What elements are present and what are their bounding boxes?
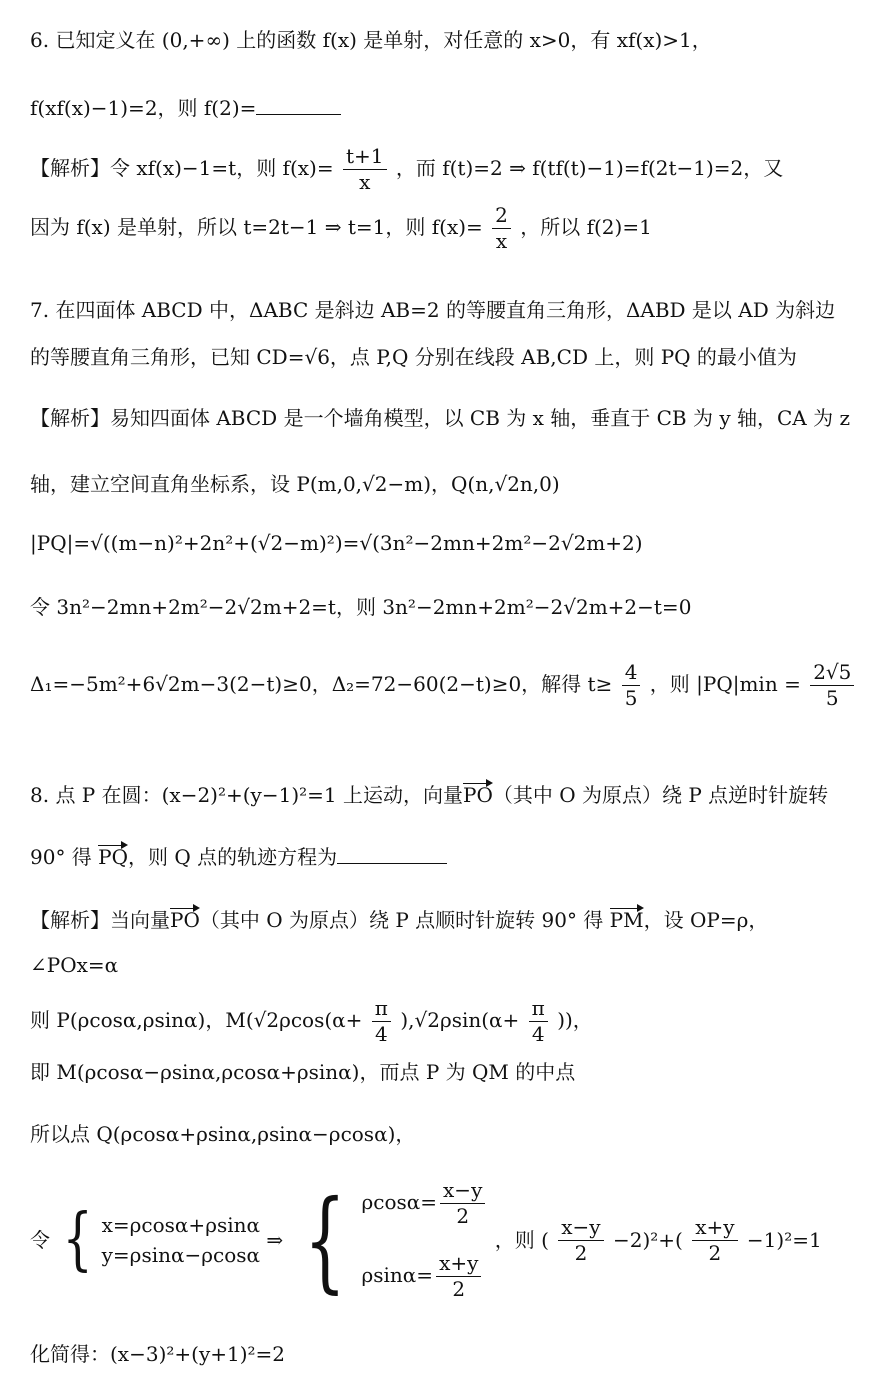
p7-frac2-den: 5: [825, 686, 839, 710]
p8-solution-line1: [30, 910, 768, 930]
p6-solution-text-b: ，而 f(t)=2 ⇒ f(tf(t)−1)=f(2t−1)=2，又: [395, 156, 784, 180]
p7-frac2-num: 2√5: [810, 662, 854, 686]
p8-solution-line5: 所以点 Q(ρcosα+ρsinα,ρsinα−ρcosα)，: [30, 1122, 416, 1146]
p8-solution-line7: 化简得：(x−3)²+(y+1)²=2: [30, 1342, 286, 1366]
p8-answer-blank: [337, 845, 447, 864]
p8-result-frac1: [558, 1214, 603, 1265]
p8-vector-pq: PQ: [98, 845, 129, 869]
p8-result-frac1-den: 2: [574, 1240, 588, 1265]
p8-ling: 令: [30, 1228, 50, 1252]
p8-pi1-den: 4: [375, 1022, 388, 1046]
p8-question-line1: [30, 785, 828, 805]
p8-vector-po: PO: [463, 783, 493, 807]
p7-fraction-2: [810, 662, 854, 709]
p8-system-2-row1-label: ρcosα=: [361, 1190, 438, 1214]
p7-solution-line4: 令 3n²−2mn+2m²−2√2m+2=t，则 3n²−2mn+2m²−2√2m+2−t=0: [30, 595, 692, 619]
p6-question-line2-text: f(xf(x)−1)=2，则 f(2)=: [30, 96, 257, 120]
p8-then-text: ，则 (: [494, 1228, 549, 1252]
p6-frac1-num: t+1: [343, 146, 387, 170]
p8-system-2-rows: [362, 1180, 489, 1300]
p8-vector-po-2: PO: [170, 908, 200, 932]
p8-system-2: [290, 1176, 489, 1304]
p8-sys2-frac2-den: 2: [452, 1277, 466, 1301]
p6-solution-text-d: ，所以 f(2)=1: [520, 215, 652, 239]
p8-fraction-pi-1: [372, 998, 391, 1045]
p8-pi2-num: π: [529, 998, 548, 1022]
p7-solution-line5: [30, 662, 857, 709]
p8-implies-arrow: ⇒: [266, 1228, 284, 1252]
p8-solution-text-c: ，设 OP=ρ，: [643, 908, 769, 932]
p7-solution-line3: |PQ|=√((m−n)²+2n²+(√2−m)²)=√(3n²−2mn+2m²−2√2m+2): [30, 531, 643, 555]
p8-question-line2: [30, 845, 447, 867]
p6-question-line1: 6. 已知定义在 (0,+∞) 上的函数 f(x) 是单射，对任意的 x>0，有 xf(x)>1，: [30, 28, 712, 52]
p8-system-1-row2: y=ρsinα−ρcosα: [101, 1243, 261, 1267]
p6-solution-line2: [30, 205, 652, 252]
p8-solution-text-d: 则 P(ρcosα,ρsinα)，M(√2ρcos(α+: [30, 1008, 363, 1032]
p6-frac2-num: 2: [492, 205, 511, 229]
p8-question-text-c: 90° 得: [30, 845, 92, 869]
p8-system-1-brace: {: [62, 1200, 94, 1279]
p7-question-line1: 7. 在四面体 ABCD 中，ΔABC 是斜边 AB=2 的等腰直角三角形，ΔABD 是以 AD 为斜边: [30, 298, 836, 322]
p8-system-1-row1: x=ρcosα+ρsinα: [101, 1213, 260, 1237]
p8-solution-line6: [30, 1176, 822, 1304]
p7-solution-line1: 【解析】易知四面体 ABCD 是一个墙角模型，以 CB 为 x 轴，垂直于 CB 为 y 轴，CA 为 z: [30, 406, 850, 430]
p7-question-line2: 的等腰直角三角形，已知 CD=√6，点 P,Q 分别在线段 AB,CD 上，则 PQ 的最小值为: [30, 345, 797, 369]
p6-solution-line1: [30, 146, 783, 193]
p8-solution-line3: [30, 998, 593, 1045]
p7-frac1-den: 5: [624, 686, 638, 710]
p7-solution-text-a: Δ₁=−5m²+6√2m−3(2−t)≥0，Δ₂=72−60(2−t)≥0，解得 t≥: [30, 672, 613, 696]
p8-system-2-frac1: [440, 1180, 485, 1227]
p8-result-frac2: [692, 1214, 737, 1265]
p6-fraction-1: [343, 146, 387, 193]
p8-solution-line4: 即 M(ρcosα−ρsinα,ρcosα+ρsinα)，而点 P 为 QM 的中点: [30, 1060, 576, 1084]
p8-system-2-row1: [362, 1180, 489, 1227]
p8-sys2-frac1-num: x−y: [440, 1180, 485, 1204]
p8-sys2-frac1-den: 2: [456, 1204, 470, 1228]
p8-fraction-pi-2: [529, 998, 548, 1045]
p7-frac1-num: 4: [622, 662, 641, 686]
p8-system-2-row2: [362, 1253, 489, 1300]
p8-system-2-frac2: [436, 1253, 481, 1300]
p6-solution-text-c: 因为 f(x) 是单射，所以 t=2t−1 ⇒ t=1，则 f(x)=: [30, 215, 483, 239]
p6-frac1-den: x: [359, 170, 371, 194]
p8-result-frac1-num: x−y: [558, 1217, 603, 1241]
p8-solution-line2: ∠POx=α: [30, 953, 119, 977]
p6-fraction-2: [492, 205, 511, 252]
p7-fraction-1: [622, 662, 641, 709]
p8-system-2-row2-label: ρsinα=: [361, 1263, 434, 1287]
p8-system-2-brace: {: [303, 1176, 346, 1304]
p7-solution-text-b: ，则 |PQ|min =: [649, 672, 801, 696]
p8-result-frac2-den: 2: [708, 1240, 722, 1265]
p8-question-text-b: （其中 O 为原点）绕 P 点逆时针旋转: [492, 783, 829, 807]
p6-question-line2: [30, 96, 341, 118]
p7-solution-line2: 轴，建立空间直角坐标系，设 P(m,0,√2−m)，Q(n,√2n,0): [30, 472, 560, 496]
p8-pi2-den: 4: [531, 1022, 545, 1046]
p8-solution-text-f: ))，: [557, 1008, 593, 1032]
p6-frac2-den: x: [495, 229, 508, 253]
p8-sys2-frac2-num: x+y: [436, 1253, 481, 1277]
p8-result-mid: −2)²+(: [612, 1228, 683, 1252]
p8-vector-pm: PM: [609, 908, 644, 932]
p8-solution-text-e: ),√2ρsin(α+: [400, 1008, 520, 1032]
p8-result-end: −1)²=1: [746, 1228, 822, 1252]
p8-pi1-num: π: [372, 998, 391, 1022]
p8-question-text-a: 8. 点 P 在圆：(x−2)²+(y−1)²=1 上运动，向量: [30, 783, 463, 807]
p8-system-1-rows: [102, 1215, 260, 1265]
p8-solution-text-a: 【解析】当向量: [30, 908, 170, 932]
p6-solution-text-a: 【解析】令 xf(x)−1=t，则 f(x)=: [30, 156, 334, 180]
p6-answer-blank: [256, 96, 341, 115]
p8-system-1: [56, 1200, 261, 1279]
p8-result-frac2-num: x+y: [692, 1217, 737, 1241]
p8-question-text-d: ，则 Q 点的轨迹方程为: [128, 845, 338, 869]
p8-solution-text-b: （其中 O 为原点）绕 P 点顺时针旋转 90° 得: [199, 908, 604, 932]
